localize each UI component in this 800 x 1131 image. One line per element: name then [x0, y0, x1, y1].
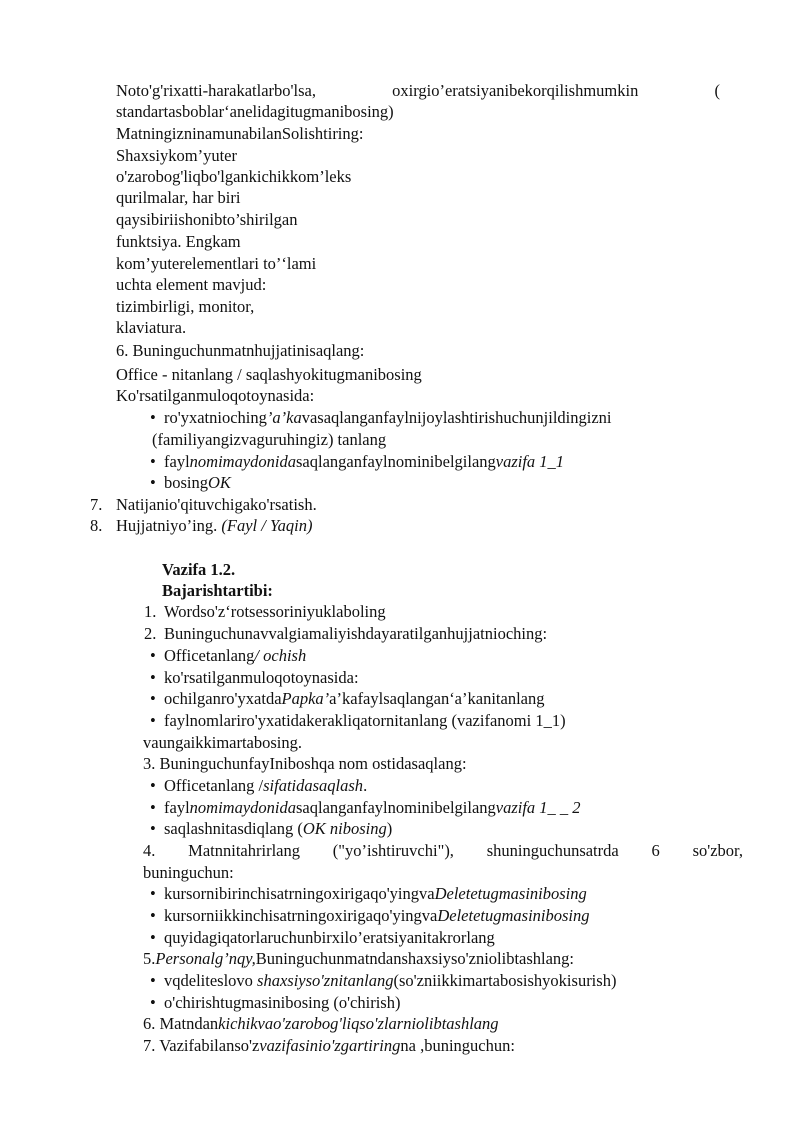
intro-line-1 — [116, 80, 720, 101]
list-item: • quyidagiqatorlaruchunbirxilo’eratsiyanitakrorlang — [164, 927, 495, 948]
list-item: • faylnomlariro'yxatidakerakliqatornitanlang (vazifanomi 1_1) — [164, 710, 566, 731]
list-item-cont: (familiyangizvaguruhingiz) tanlang — [152, 430, 387, 449]
intro-text: oxirgio’eratsiyanibekorqilishmumkin — [392, 81, 639, 100]
task-step-5: 5.Personalg’nqy,Buninguchunmatndanshaxsiyso'zniolibtashlang: — [143, 949, 575, 968]
list-item: • faylnomimaydonidasaqlanganfaylnominibelgilangvazifa 1_1 — [164, 451, 564, 472]
sample-line: klaviatura. — [116, 318, 187, 337]
sample-line: funktsiya. Engkam — [116, 232, 241, 251]
list-item: • ro'yxatnioching’a’kavasaqlanganfaylnijoylashtirishuchunjildingizni — [164, 407, 611, 428]
intro-text: ( — [714, 81, 720, 100]
sample-line: qaysibiriishonibto’shirilgan — [116, 210, 298, 229]
list-item-cont: buninguchun: — [143, 863, 234, 882]
list-item: • o'chirishtugmasinibosing (o'chirish) — [164, 992, 400, 1013]
step-6: 6. Buninguchunmatnhujjatinisaqlang: — [116, 341, 365, 360]
compare-line: MatningizninamunabilanSolishtiring: — [116, 124, 364, 143]
list-item: • vqdeliteslovo shaxsiyso'znitanlang(so'zniikkimartabosishyokisurish) — [164, 970, 616, 991]
sample-line: uchta element mavjud: — [116, 275, 267, 294]
dialog-line: Ko'rsatilganmuloqotoynasida: — [116, 386, 315, 405]
list-item: • faylnomimaydonidasaqlanganfaylnominibelgilangvazifa 1_ _ 2 — [164, 797, 581, 818]
task-step-2: 2. Buninguchunavvalgiamaliyishdayaratilganhujjatnioching: — [144, 624, 548, 643]
task-step-3: 3. BuninguchunfayIniboshqa nom ostidasaqlang: — [143, 754, 467, 773]
list-item-cont: vaungaikkimartabosing. — [143, 733, 303, 752]
list-item: • ochilganro'yxatdaPapka’a’kafaylsaqlangan‘a’kanitanlang — [164, 688, 544, 709]
list-item: • Officetanlang/ ochish — [164, 645, 306, 666]
sample-line: o'zarobog'liqbo'lgankichikkom’leks — [116, 167, 352, 186]
numbered-item-7: 7. Natijanio'qituvchigako'rsatish. — [90, 495, 317, 514]
task-step-6: 6. Matndankichikvao'zarobog'liqso'zlarniolibtashlang — [143, 1014, 499, 1033]
task-subtitle: Bajarishtartibi: — [162, 581, 273, 600]
list-item: • ko'rsatilganmuloqotoynasida: — [164, 667, 359, 688]
list-item: • saqlashnitasdiqlang (OK nibosing) — [164, 818, 392, 839]
intro-line-2: standartasboblar‘anelidagitugmanibosing) — [116, 102, 394, 121]
list-item: • kursornibirinchisatrningoxirigaqo'yingvaDeletetugmasinibosing — [164, 883, 587, 904]
sample-line: tizimbirligi, monitor, — [116, 297, 255, 316]
sample-line: Shaxsiykom’yuter — [116, 146, 237, 165]
list-item: • kursorniikkinchisatrningoxirigaqo'yingvaDeletetugmasinibosing — [164, 905, 590, 926]
intro-text: Noto'g'rixatti-harakatlarbo'lsa, — [116, 81, 316, 100]
office-line: Office - nitanlang / saqlashyokitugmanibosing — [116, 365, 422, 384]
task-step-4: 4. Matnnitahrirlang ("yo’ishtiruvchi"), shuninguchunsatrda 6 so'zbor, — [143, 841, 743, 860]
numbered-item-8: 8. Hujjatniyo’ing. (Fayl / Yaqin) — [90, 516, 313, 535]
sample-line: qurilmalar, har biri — [116, 188, 241, 207]
task-title: Vazifa 1.2. — [162, 560, 236, 579]
list-item: • bosingOK — [164, 472, 231, 493]
sample-line: kom’yuterelementlari to’‘lami — [116, 254, 317, 273]
task-step-7: 7. Vazifabilanso'zvazifasinio'zgartiringna ,buninguchun: — [143, 1036, 515, 1055]
list-item: • Officetanlang /sifatidasaqlash. — [164, 775, 367, 796]
task-step-1: 1. Wordso'z‘rotsessoriniyuklaboling — [144, 602, 386, 621]
